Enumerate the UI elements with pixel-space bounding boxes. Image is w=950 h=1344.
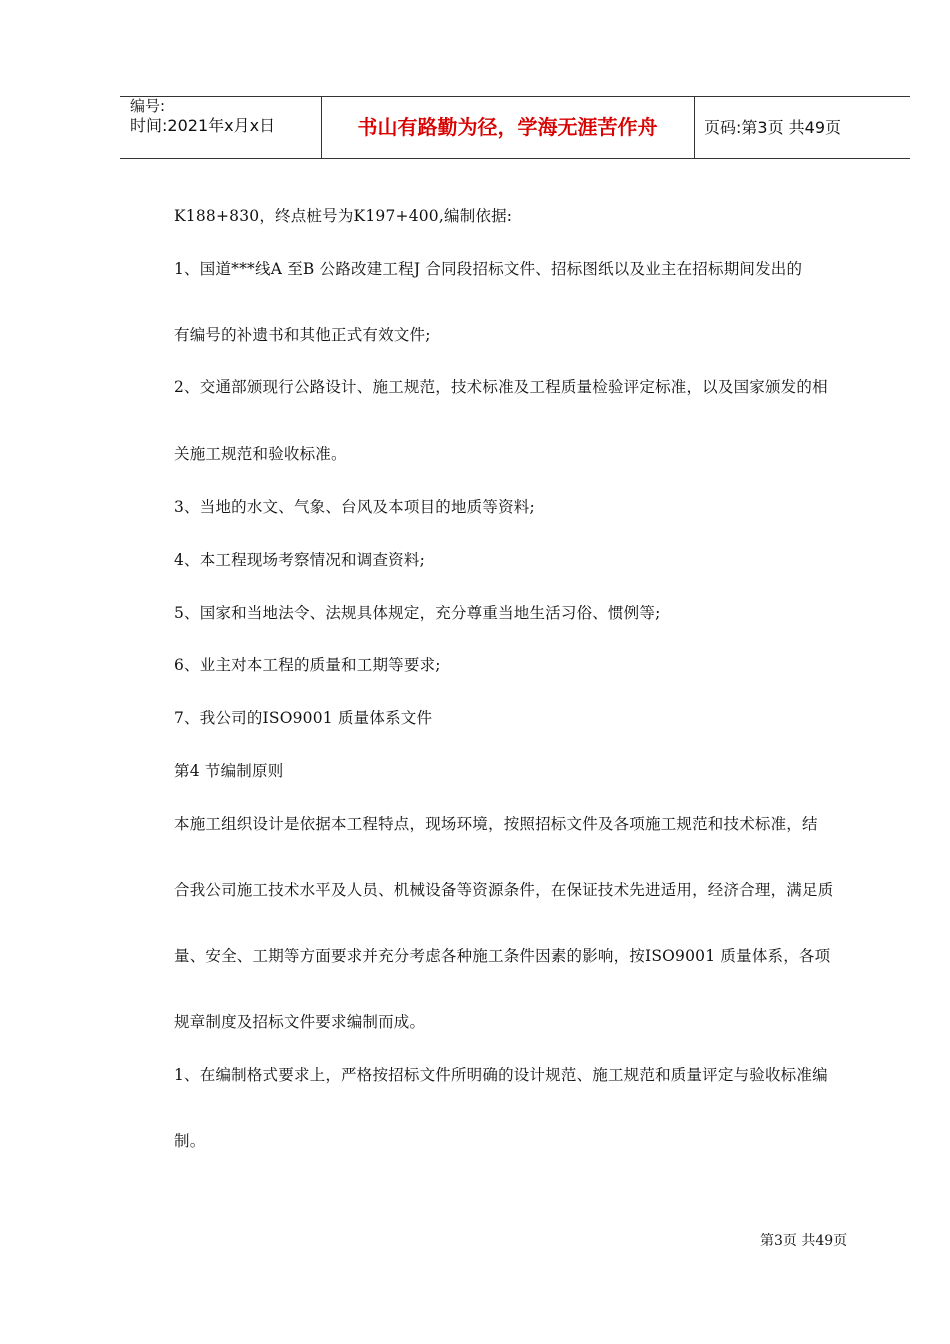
time-value: 2021年x月x日 bbox=[167, 116, 276, 135]
header-motto-cell bbox=[321, 97, 695, 158]
body-line: 7、我公司的ISO9001 质量体系文件 bbox=[174, 709, 433, 727]
header-number-time-cell bbox=[120, 97, 322, 158]
body-line: 2、交通部颁现行公路设计、施工规范，技术标准及工程质量检验评定标准，以及国家颁发的相 bbox=[174, 378, 828, 396]
document-number-label: 编号: bbox=[130, 97, 166, 115]
section-heading: 第4 节编制原则 bbox=[174, 762, 284, 780]
header-motto: 书山有路勤为径，学海无涯苦作舟 bbox=[357, 115, 658, 139]
header-page-cell bbox=[695, 97, 910, 158]
document-time bbox=[130, 116, 275, 136]
time-label: 时间: bbox=[130, 116, 168, 135]
body-line: 5、国家和当地法令、法规具体规定，充分尊重当地生活习俗、惯例等; bbox=[174, 604, 661, 622]
body-line: 3、当地的水文、气象、台风及本项目的地质等资料; bbox=[174, 498, 535, 516]
body-line: 1、在编制格式要求上，严格按招标文件所明确的设计规范、施工规范和质量评定与验收标准编 bbox=[174, 1066, 828, 1084]
header-page-info: 页码:第3页 共49页 bbox=[704, 118, 842, 137]
body-line: 量、安全、工期等方面要求并充分考虑各种施工条件因素的影响，按ISO9001 质量体系，各项 bbox=[174, 947, 831, 965]
body-line: 规章制度及招标文件要求编制而成。 bbox=[174, 1013, 426, 1031]
body-line: 有编号的补遗书和其他正式有效文件; bbox=[174, 326, 431, 344]
body-line: 制。 bbox=[174, 1132, 206, 1150]
body-line: 1、国道***线A 至B 公路改建工程J 合同段招标文件、招标图纸以及业主在招标期间发出的 bbox=[174, 260, 803, 278]
body-line: K188+830，终点桩号为K197+400,编制依据: bbox=[174, 207, 513, 225]
page-header bbox=[120, 96, 910, 159]
body-line: 关施工规范和验收标准。 bbox=[174, 445, 347, 463]
page-footer: 第3页 共49页 bbox=[760, 1233, 848, 1249]
body-line: 6、业主对本工程的质量和工期等要求; bbox=[174, 656, 441, 674]
body-line: 本施工组织设计是依据本工程特点，现场环境，按照招标文件及各项施工规范和技术标准，结 bbox=[174, 815, 818, 833]
body-line: 4、本工程现场考察情况和调查资料; bbox=[174, 551, 425, 569]
body-line: 合我公司施工技术水平及人员、机械设备等资源条件，在保证技术先进适用，经济合理，满足质 bbox=[174, 881, 834, 899]
